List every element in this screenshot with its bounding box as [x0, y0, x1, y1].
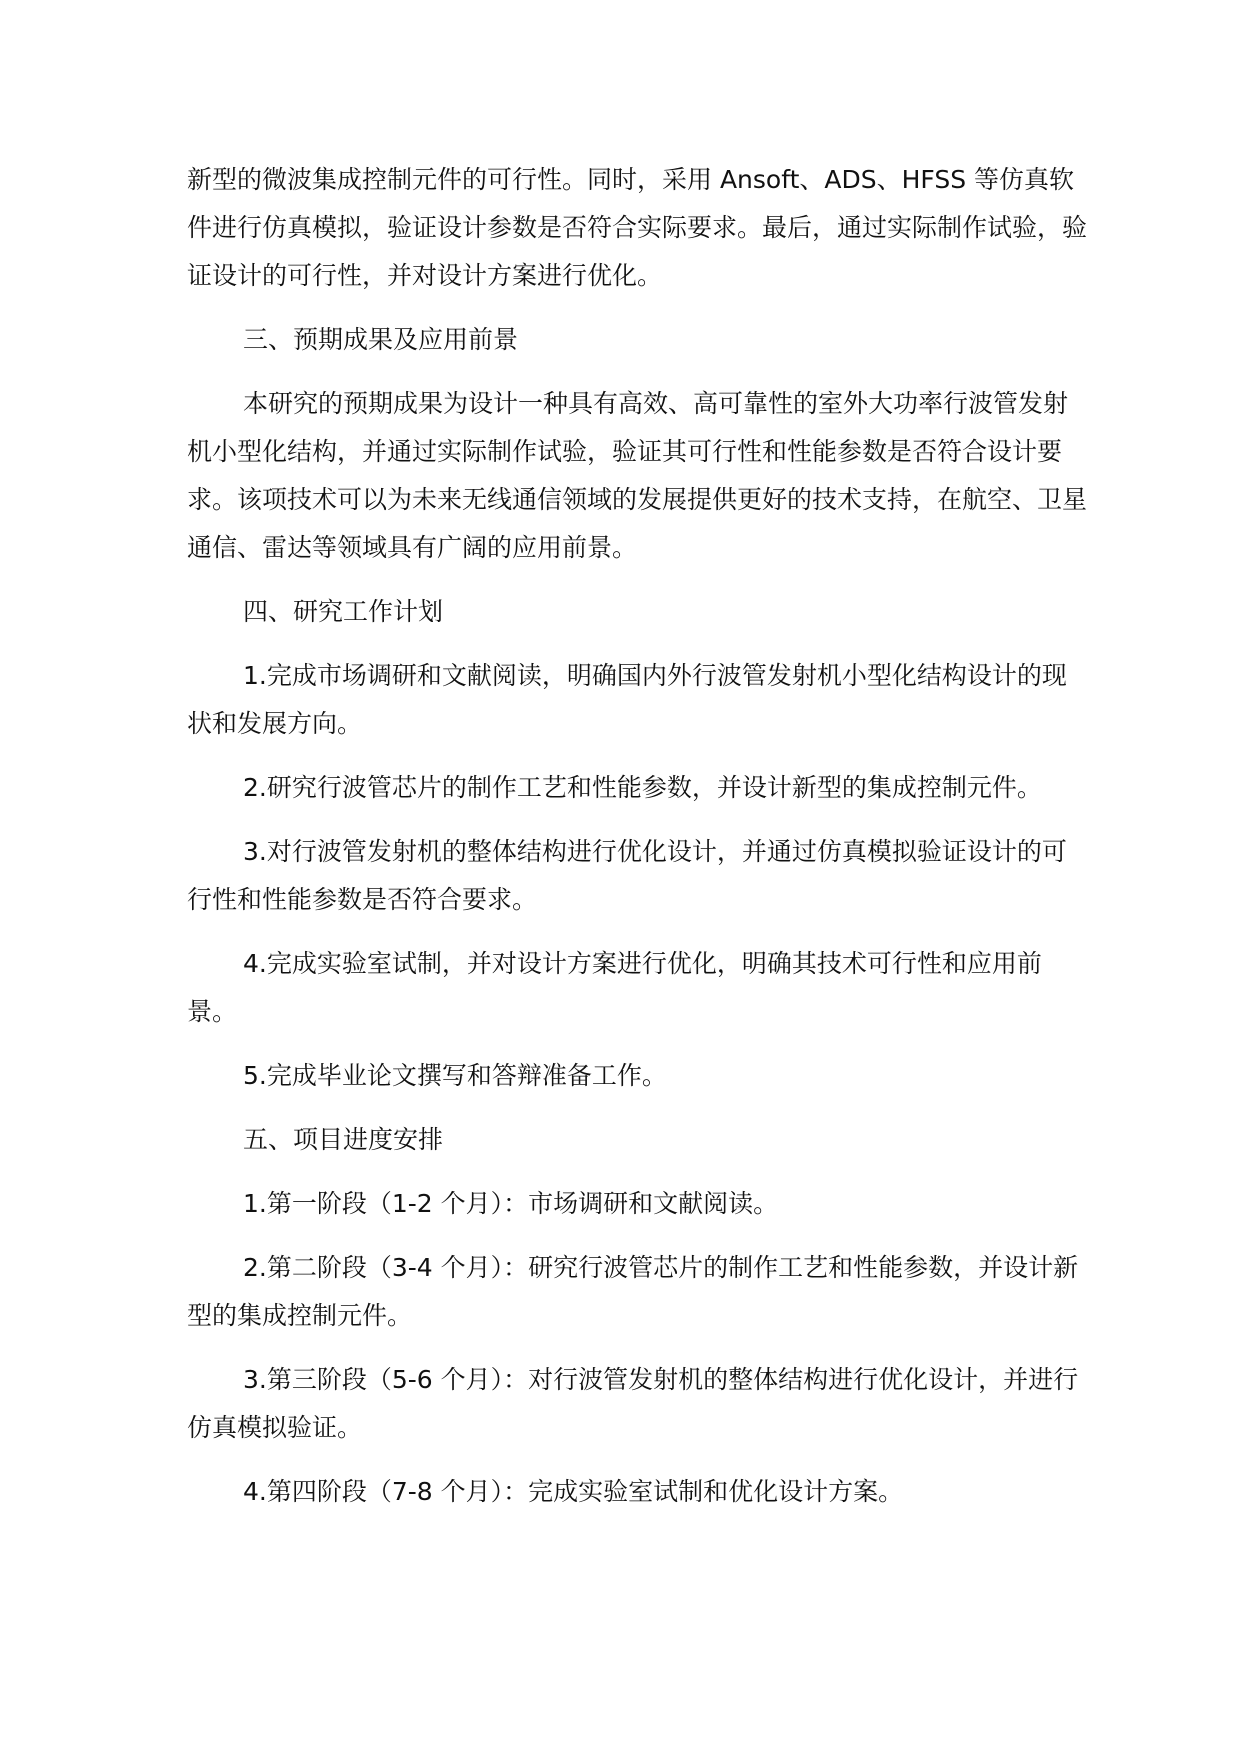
schedule-item-4: 4.第四阶段（7-8 个月）：完成实验室试制和优化设计方案。	[243, 1477, 904, 1506]
work-plan-item-4: 4.完成实验室试制，并对设计方案进行优化，明确其技术可行性和应用前景。	[187, 949, 1042, 1026]
schedule-item-2: 2.第二阶段（3-4 个月）：研究行波管芯片的制作工艺和性能参数，并设计新型的集成控制元件。	[187, 1253, 1079, 1330]
section-heading-schedule: 五、项目进度安排	[243, 1125, 444, 1154]
section-heading-expected-results: 三、预期成果及应用前景	[243, 325, 519, 354]
section-heading-work-plan: 四、研究工作计划	[243, 597, 444, 626]
paragraph-intro-continuation: 新型的微波集成控制元件的可行性。同时，采用 Ansoft、ADS、HFSS 等仿真软件进行仿真模拟，验证设计参数是否符合实际要求。最后，通过实际制作试验，验证设计的可行性，并对设计方案进行优化。	[187, 165, 1088, 290]
work-plan-item-5: 5.完成毕业论文撰写和答辩准备工作。	[243, 1061, 667, 1090]
schedule-item-3: 3.第三阶段（5-6 个月）：对行波管发射机的整体结构进行优化设计，并进行仿真模拟验证。	[187, 1365, 1079, 1442]
work-plan-item-1: 1.完成市场调研和文献阅读，明确国内外行波管发射机小型化结构设计的现状和发展方向。	[187, 661, 1067, 738]
paragraph-expected-results: 本研究的预期成果为设计一种具有高效、高可靠性的室外大功率行波管发射机小型化结构，并通过实际制作试验，验证其可行性和性能参数是否符合设计要求。该项技术可以为未来无线通信领域的发展提供更好的技术支持，在航空、卫星通信、雷达等领域具有广阔的应用前景。	[187, 389, 1088, 562]
work-plan-item-3: 3.对行波管发射机的整体结构进行优化设计，并通过仿真模拟验证设计的可行性和性能参数是否符合要求。	[187, 837, 1067, 914]
document-body	[187, 156, 1087, 1532]
work-plan-item-2: 2.研究行波管芯片的制作工艺和性能参数，并设计新型的集成控制元件。	[243, 773, 1042, 802]
schedule-item-1: 1.第一阶段（1-2 个月）：市场调研和文献阅读。	[243, 1189, 779, 1218]
